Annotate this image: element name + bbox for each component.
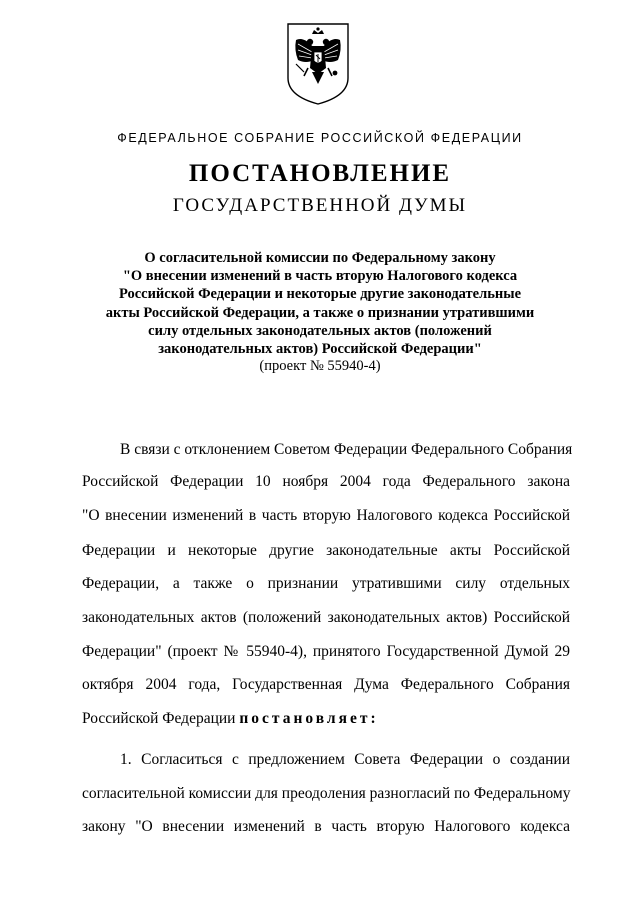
subject-line: "О внесении изменений в часть вторую Налогового кодекса bbox=[122, 268, 518, 285]
document-subject bbox=[100, 249, 540, 358]
issuing-body: ГОСУДАРСТВЕННОЙ ДУМЫ bbox=[172, 195, 468, 216]
preamble-line: Российской Федерации 10 ноября 2004 года Федерального закона bbox=[82, 473, 570, 490]
subject-line: Российской Федерации и некоторые другие законодательные bbox=[118, 286, 522, 303]
coat-of-arms-icon bbox=[284, 20, 352, 106]
preamble-line: Федерации, а также о признании утратившими силу отдельных bbox=[82, 575, 570, 592]
resolves-word: постановляет: bbox=[239, 710, 379, 727]
preamble-line: В связи с отклонением Советом Федерации Федерального Собрания bbox=[120, 441, 573, 458]
preamble-line: октября 2004 года, Государственная Дума Федерального Собрания bbox=[82, 676, 570, 693]
organization-name: ФЕДЕРАЛЬНОЕ СОБРАНИЕ РОССИЙСКОЙ ФЕДЕРАЦИИ bbox=[117, 131, 523, 145]
subject-line: акты Российской Федерации, а также о признании утратившими bbox=[105, 304, 535, 321]
subject-line: силу отдельных законодательных актов (положений bbox=[148, 322, 492, 339]
subject-line: О согласительной комиссии по Федеральному закону bbox=[144, 250, 496, 266]
preamble-line-text: Российской Федерации bbox=[82, 710, 236, 727]
subject-line: законодательных актов) Российской Федерации" bbox=[158, 341, 482, 358]
point-1-line: 1. Согласиться с предложением Совета Федерации о создании bbox=[120, 751, 570, 768]
point-1-line: закону "О внесении изменений в часть вторую Налогового кодекса bbox=[82, 818, 570, 835]
project-number: (проект № 55940-4) bbox=[259, 358, 381, 374]
preamble-line: "О внесении изменений в часть вторую Налогового кодекса Российской bbox=[82, 507, 570, 524]
preamble-line: Федерации и некоторые другие законодательные акты Российской bbox=[82, 542, 570, 559]
preamble-line: Федерации" (проект № 55940-4), принятого Государственной Думой 29 bbox=[82, 643, 570, 660]
document-type: ПОСТАНОВЛЕНИЕ bbox=[188, 160, 452, 187]
point-1-line: согласительной комиссии для преодоления разногласий по Федеральному bbox=[82, 785, 571, 802]
preamble-last-line bbox=[82, 709, 570, 729]
preamble-line: законодательных актов (положений законодательных актов) Российской bbox=[82, 609, 570, 626]
